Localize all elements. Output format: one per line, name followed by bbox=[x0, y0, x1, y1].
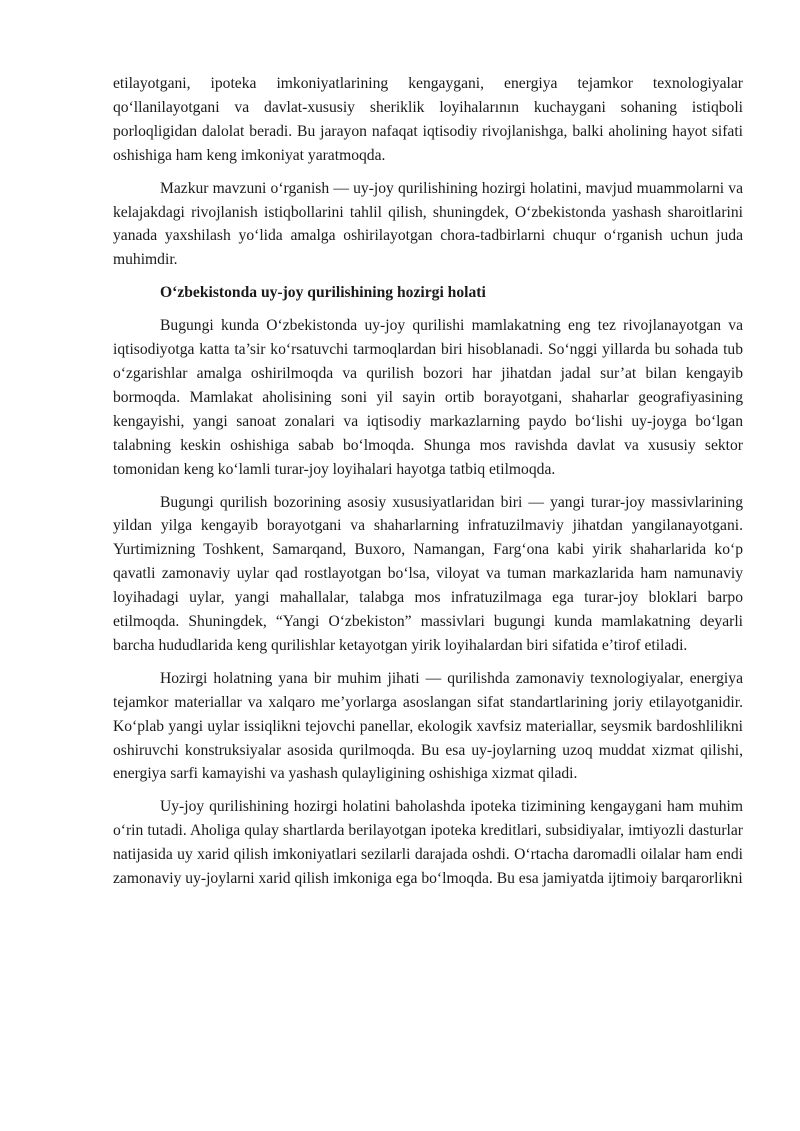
document-page bbox=[113, 72, 743, 891]
paragraph-continuation: etilayotgani, ipoteka imkoniyatlarining kengaygani, energiya tejamkor texnologiyalar qo‘llanilayotgani va davlat-xususiy sheriklik loyihalarının kuchaygani sohaning istiqboli porloqligidan dalolat beradi. Bu jarayon nafaqat iqtisodiy rivojlanishga, balki aholining hayot sifati oshishiga ham keng imkoniyat yaratmoqda. bbox=[113, 75, 743, 164]
paragraph-technologies: Hozirgi holatning yana bir muhim jihati — qurilishda zamonaviy texnologiyalar, energiya tejamkor materiallar va xalqaro me’yorlarga asoslangan sifat standartlarining joriy etilayotganidir. Ko‘plab yangi uylar issiqlikni tejovchi panellar, ekologik xavfsiz materiallar, seysmik bardoshlilikni oshiruvchi konstruksiyalar asosida qurilmoqda. Bu esa uy-joylarning uzoq muddat xizmat qilishi, energiya sarfi kamayishi va yashash qulayligining oshishiga xizmat qiladi. bbox=[113, 669, 743, 783]
paragraph-current-state: Bugungi kunda O‘zbekistonda uy-joy qurilishi mamlakatning eng tez rivojlanayotgan va iqtisodiyotga katta ta’sir ko‘rsatuvchi tarmoqlardan biri hisoblanadi. So‘nggi yillarda bu sohada tub o‘zgarishlar amalga oshirilmoqda va qurilish bozori har jihatdan jadal sur’at bilan kengayib bormoqda. Mamlakat aholisining soni yil sayin ortib borayotgani, shaharlar geografiyasining kengayishi, yangi sanoat zonalari va iqtisodiy markazlarning paydo bo‘lishi uy-joyga bo‘lgan talabning keskin oshishiga sabab bo‘lmoqda. Shunga mos ravishda davlat va xususiy sektor tomonidan keng ko‘lamli turar-joy loyihalari hayotga tatbiq etilmoqda. bbox=[113, 317, 743, 478]
section-heading: O‘zbekistonda uy-joy qurilishining hozirgi holati bbox=[160, 284, 486, 302]
paragraph-topic-importance: Mazkur mavzuni o‘rganish — uy-joy qurilishining hozirgi holatini, mavjud muammolarni va kelajakdagi rivojlanish istiqbollarini tahlil qilish, shuningdek, O‘zbekistonda yashash sharoitlarini yanada yaxshilash yo‘lida amalga oshirilayotgan chora-tadbirlarni chuqur o‘rganish uchun juda muhimdir. bbox=[113, 179, 743, 269]
paragraph-construction-market: Bugungi qurilish bozorining asosiy xususiyatlaridan biri — yangi turar-joy massivlarining yildan yilga kengayib borayotgani va shaharlarning infratuzilmaviy jihatdan yangilanayotgani. Yurtimizning Toshkent, Samarqand, Buxoro, Namangan, Farg‘ona kabi yirik shaharlarida ko‘p qavatli zamonaviy uylar qad rostlayotgan bo‘lsa, viloyat va tuman markazlarida ham namunaviy loyihadagi uylar, yangi mahallalar, talabga mos infratuzilmaga ega turar-joy bloklari barpo etilmoqda. Shuningdek, “Yangi O‘zbekiston” massivlari bugungi kunda mamlakatning deyarli barcha hududlarida keng qurilishlar ketayotgan yirik loyihalardan biri sifatida e’tirof etiladi. bbox=[113, 493, 743, 654]
paragraph-mortgage: Uy-joy qurilishining hozirgi holatini baholashda ipoteka tizimining kengaygani ham muhim o‘rin tutadi. Aholiga qulay shartlarda berilayotgan ipoteka kreditlari, subsidiyalar, imtiyozli dasturlar natijasida uy xarid qilish imkoniyatlari sezilarli darajada oshdi. O‘rtacha daromadli oilalar ham endi zamonaviy uy-joylarni xarid qilish imkoniga ega bo‘lmoqda. Bu esa jamiyatda ijtimoiy barqarorlikni bbox=[113, 798, 743, 888]
